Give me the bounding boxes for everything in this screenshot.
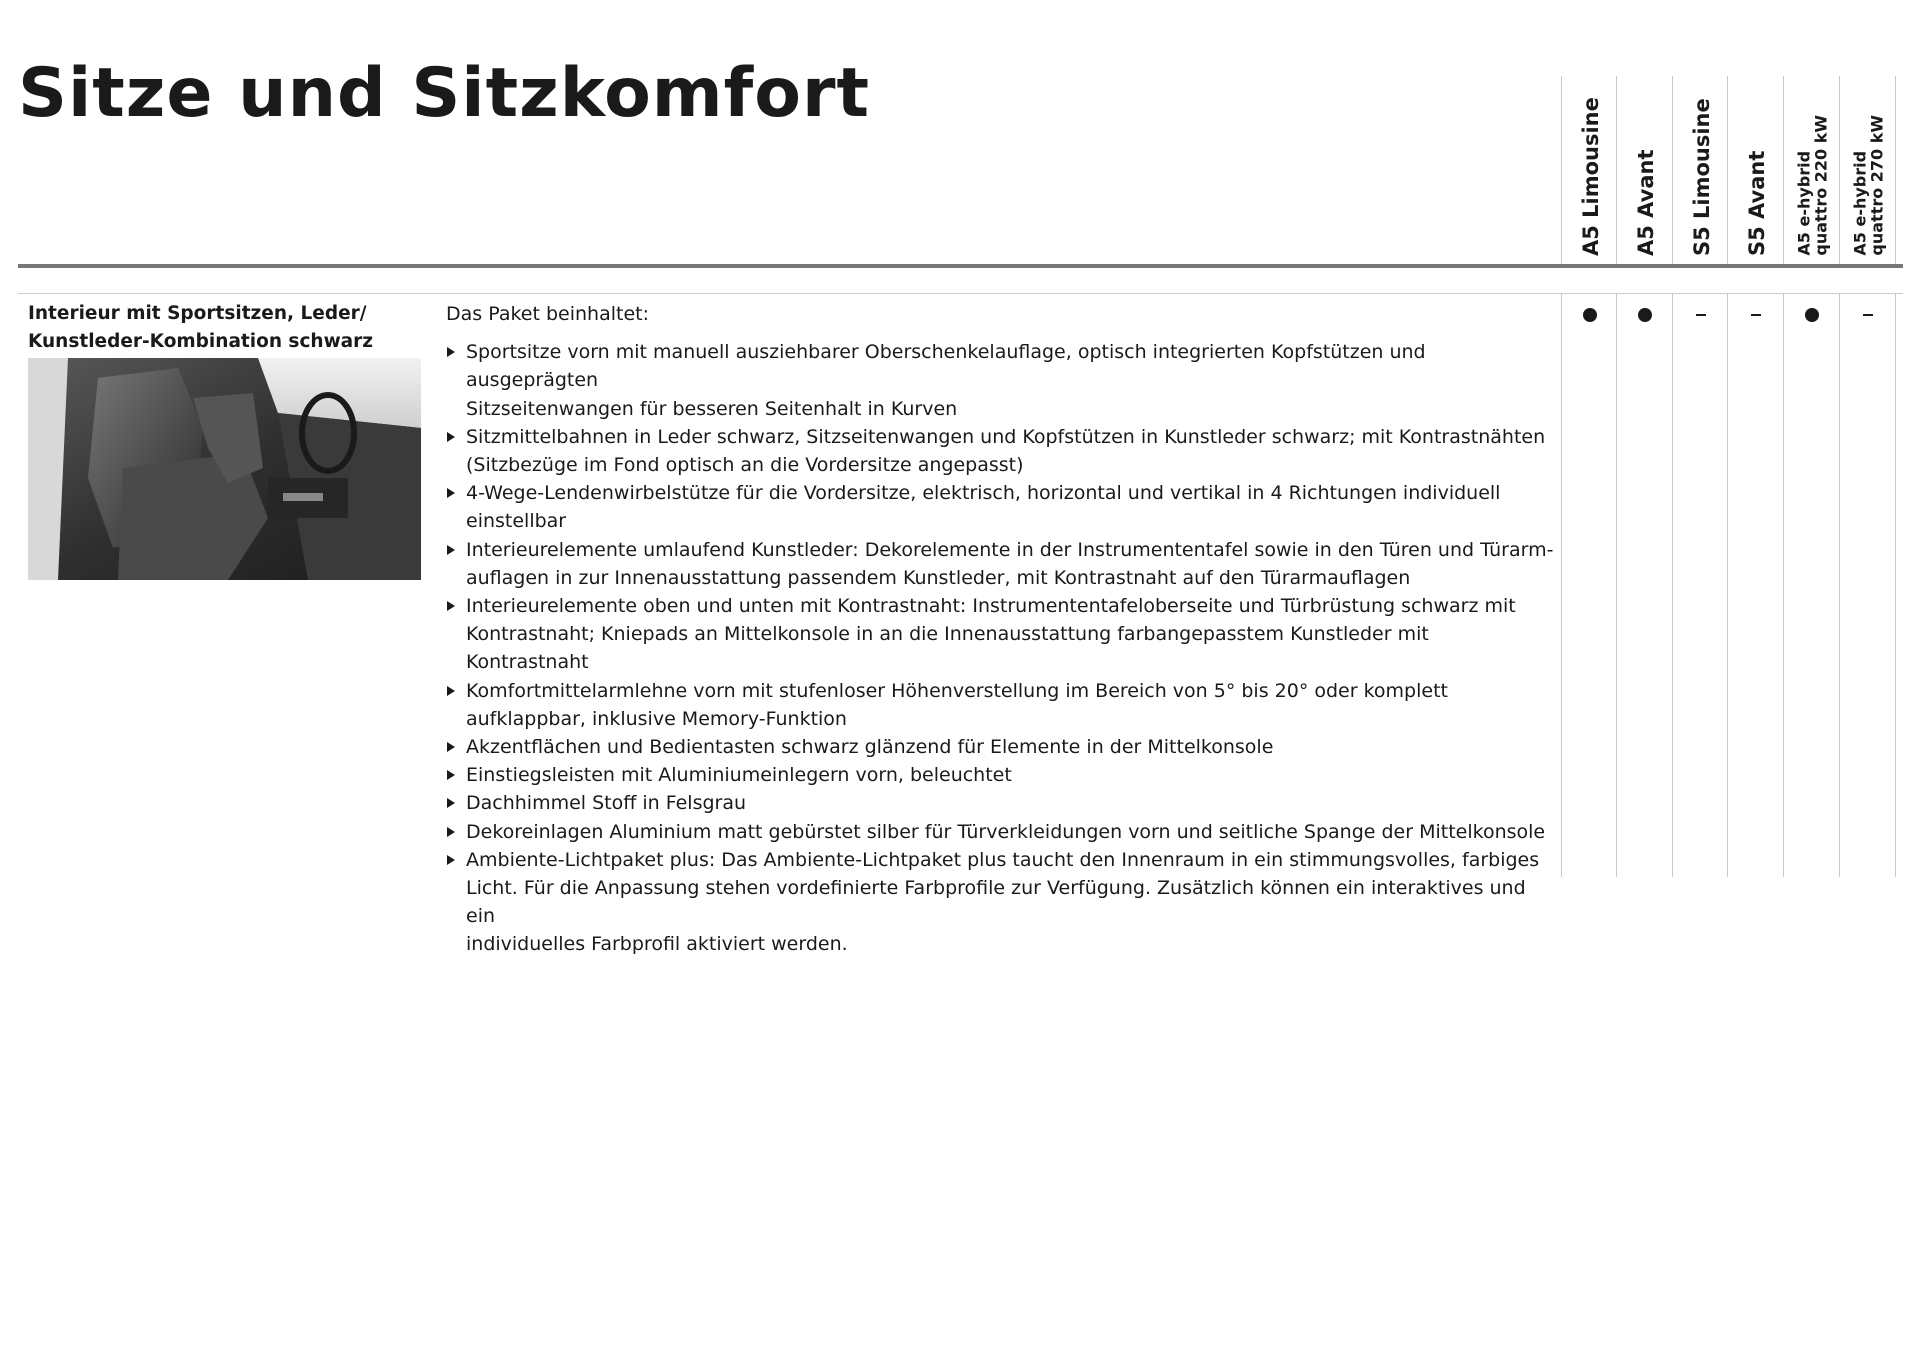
- bullet-text-line: Sitzmittelbahnen in Leder schwarz, Sitzseitenwangen und Kopfstützen in Kunstleder schwarz; mit Kontrastnähten: [466, 425, 1546, 448]
- column-divider: [1783, 294, 1784, 877]
- column-divider: [1672, 76, 1673, 264]
- bullet-text-line: aufklappbar, inklusive Memory-Funktion: [466, 707, 847, 730]
- column-divider: [1561, 76, 1562, 264]
- model-label-line: S5 Avant: [1744, 150, 1769, 256]
- bullet-text-line: Interieurelemente oben und unten mit Kontrastnaht: Instrumententafeloberseite und Türbrüstung schwarz mit: [466, 595, 1516, 618]
- model-column-label: [1634, 149, 1656, 256]
- model-column-header: [1617, 76, 1672, 258]
- model-label-line: A5 e-hybrid: [1849, 151, 1869, 256]
- bullet-text-line: auflagen in zur Innenausstattung passendem Kunstleder, mit Kontrastnaht auf den Türarmauflagen: [466, 566, 1411, 589]
- feature-bullet: [446, 338, 1556, 423]
- bullet-triangle-icon: [447, 601, 455, 611]
- bullet-text-line: Kontrastnaht; Kniepads an Mittelkonsole in an die Innenausstattung farbangepasstem Kunstleder mit Kontrastnaht: [466, 623, 1429, 674]
- column-divider: [1839, 294, 1840, 877]
- bullet-triangle-icon: [447, 827, 455, 837]
- bullet-triangle-icon: [447, 798, 455, 808]
- interior-seat-image: [28, 358, 421, 580]
- bullet-text-line: individuelles Farbprofil aktiviert werden.: [466, 933, 848, 956]
- not-available-dash-icon: [1696, 314, 1706, 316]
- bullet-triangle-icon: [447, 770, 455, 780]
- bullet-triangle-icon: [447, 347, 455, 357]
- feature-bullet: [446, 592, 1556, 677]
- availability-cell: [1673, 305, 1728, 325]
- bullet-text-line: Einstiegsleisten mit Aluminiumeinlegern vorn, beleuchtet: [466, 764, 1012, 787]
- column-divider: [1783, 76, 1784, 264]
- column-divider: [1839, 76, 1840, 264]
- model-column-label: [1690, 98, 1712, 256]
- model-column-header: [1784, 76, 1839, 258]
- availability-cell: [1562, 305, 1617, 325]
- feature-bullet: [446, 846, 1556, 959]
- bullet-triangle-icon: [447, 855, 455, 865]
- model-label-line: A5 e-hybrid: [1793, 151, 1813, 256]
- feature-name: [28, 300, 428, 356]
- bullet-text-line: einstellbar: [466, 510, 567, 533]
- column-divider: [1895, 76, 1896, 264]
- feature-bullet-list: [446, 338, 1556, 958]
- bullet-text-line: Interieurelemente umlaufend Kunstleder: Dekorelemente in der Instrumententafel sowie in den Türen und Türarm-: [466, 538, 1554, 561]
- standard-dot-icon: [1805, 308, 1819, 322]
- bullet-triangle-icon: [447, 686, 455, 696]
- model-column-header: [1673, 76, 1728, 258]
- feature-bullet: [446, 789, 1556, 817]
- feature-name-line: Interieur mit Sportsitzen, Leder/: [28, 303, 367, 324]
- bullet-text-line: Dachhimmel Stoff in Felsgrau: [466, 792, 747, 815]
- feature-bullet: [446, 423, 1556, 479]
- feature-description: [446, 300, 1556, 959]
- feature-bullet: [446, 818, 1556, 846]
- bullet-text-line: (Sitzbezüge im Fond optisch an die Vordersitze angepasst): [466, 454, 1024, 477]
- availability-cell: [1728, 305, 1783, 325]
- model-column-header: [1840, 76, 1895, 258]
- feature-bullet: [446, 761, 1556, 789]
- description-intro: Das Paket beinhaltet:: [446, 303, 649, 325]
- availability-cell: [1840, 305, 1895, 325]
- bullet-triangle-icon: [447, 742, 455, 752]
- bullet-text-line: Sportsitze vorn mit manuell ausziehbarer Oberschenkelauflage, optisch integrierten Kopfstützen und ausgeprägten: [466, 341, 1426, 392]
- standard-dot-icon: [1638, 308, 1652, 322]
- bullet-text-line: Komfortmittelarmlehne vorn mit stufenloser Höhenverstellung im Bereich von 5° bis 20° oder komplett: [466, 679, 1448, 702]
- column-divider: [1895, 294, 1896, 877]
- bullet-text-line: Dekoreinlagen Aluminium matt gebürstet silber für Türverkleidungen vorn und seitliche Spange der Mittelkonsole: [466, 820, 1546, 843]
- column-divider: [1616, 294, 1617, 877]
- page-title: Sitze und Sitzkomfort: [18, 54, 871, 133]
- bullet-text-line: Licht. Für die Anpassung stehen vordefinierte Farbprofile zur Verfügung. Zusätzlich können ein interaktives und ein: [466, 877, 1526, 928]
- row-divider: [18, 293, 1903, 294]
- header-divider: [18, 264, 1903, 268]
- model-label-line: A5 Limousine: [1578, 97, 1603, 256]
- model-column-header: [1562, 76, 1617, 258]
- bullet-triangle-icon: [447, 488, 455, 498]
- not-available-dash-icon: [1751, 314, 1761, 316]
- feature-bullet: [446, 677, 1556, 733]
- column-divider: [1727, 294, 1728, 877]
- feature-name-line: Kunstleder-Kombination schwarz: [28, 331, 374, 352]
- model-label-line: quattro 270 kW: [1866, 115, 1886, 256]
- feature-bullet: [446, 536, 1556, 592]
- feature-bullet: [446, 733, 1556, 761]
- column-divider: [1672, 294, 1673, 877]
- bullet-text-line: 4-Wege-Lendenwirbelstütze für die Vordersitze, elektrisch, horizontal und vertikal in 4 Richtungen individuell: [466, 482, 1501, 505]
- bullet-triangle-icon: [447, 432, 455, 442]
- model-label-line: A5 Avant: [1633, 149, 1658, 256]
- availability-cell: [1784, 305, 1839, 325]
- column-divider: [1727, 76, 1728, 264]
- standard-dot-icon: [1583, 308, 1597, 322]
- column-divider: [1561, 294, 1562, 877]
- model-column-label: [1849, 115, 1886, 256]
- bullet-triangle-icon: [447, 545, 455, 555]
- model-column-label: [1745, 151, 1767, 256]
- model-column-header: [1728, 76, 1783, 258]
- model-label-line: quattro 220 kW: [1810, 115, 1830, 256]
- bullet-text-line: Sitzseitenwangen für besseren Seitenhalt in Kurven: [466, 397, 958, 420]
- model-label-line: S5 Limousine: [1689, 98, 1714, 256]
- bullet-text-line: Ambiente-Lichtpaket plus: Das Ambiente-Lichtpaket plus taucht den Innenraum in ein stimmungsvolles, farbiges: [466, 848, 1540, 871]
- model-column-label: [1793, 115, 1830, 256]
- availability-cell: [1617, 305, 1672, 325]
- column-divider: [1616, 76, 1617, 264]
- bullet-text-line: Akzentflächen und Bedientasten schwarz glänzend für Elemente in der Mittelkonsole: [466, 736, 1274, 759]
- feature-bullet: [446, 479, 1556, 535]
- model-column-label: [1579, 97, 1601, 256]
- not-available-dash-icon: [1863, 314, 1873, 316]
